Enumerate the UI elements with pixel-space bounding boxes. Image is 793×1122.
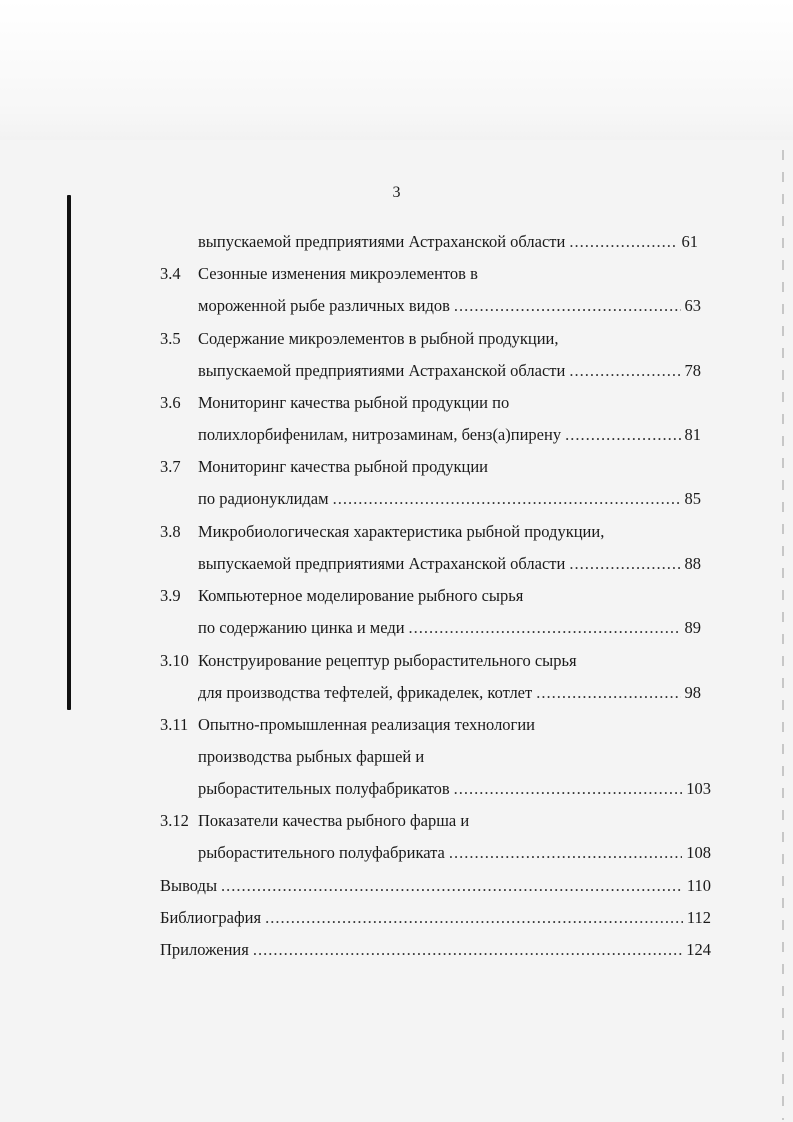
leader-dots <box>333 489 681 509</box>
toc-entry-bibliography <box>160 908 711 928</box>
toc-entry-title: Компьютерное моделирование рыбного сырья <box>198 586 524 605</box>
toc-section-number: 3.8 <box>160 522 181 541</box>
toc-page-number: 85 <box>684 489 701 508</box>
toc-section-number: 3.9 <box>160 586 181 605</box>
toc-entry-title: Содержание микроэлементов в рыбной продукции, <box>198 329 559 348</box>
toc-entry-3-8 <box>198 554 701 574</box>
toc-section-number: 3.11 <box>160 715 189 734</box>
leader-dots <box>253 940 682 960</box>
toc-entry-text: Библиография <box>160 908 262 927</box>
leader-dots <box>265 908 683 928</box>
toc-entry-title: Опытно-промышленная реализация технологии <box>198 715 535 734</box>
toc-entry-title: Мониторинг качества рыбной продукции <box>198 457 489 476</box>
toc-entry-3-7 <box>198 489 701 509</box>
leader-dots <box>221 876 683 896</box>
toc-entry-title: Мониторинг качества рыбной продукции по <box>198 393 510 412</box>
toc-entry-title: Показатели качества рыбного фарша и <box>198 811 470 830</box>
toc-page-number: 78 <box>684 361 701 380</box>
leader-dots <box>569 232 677 252</box>
toc-entry-text: Выводы <box>160 876 218 895</box>
toc-page-number: 81 <box>684 425 701 444</box>
toc-entry-title: Сезонные изменения микроэлементов в <box>198 264 478 283</box>
toc-entry-text: выпускаемой предприятиями Астраханской области <box>198 232 566 251</box>
toc-entry-title: Микробиологическая характеристика рыбной продукции, <box>198 522 605 541</box>
toc-page-number: 89 <box>684 618 701 637</box>
toc-entry-3-11 <box>198 779 711 799</box>
toc-page-number: 88 <box>684 554 701 573</box>
leader-dots <box>454 779 683 799</box>
toc-entry-text: Приложения <box>160 940 249 959</box>
toc-entry-text: рыборастительного полуфабриката <box>198 843 445 862</box>
toc-page-number: 108 <box>686 843 711 862</box>
toc-entry-3-10 <box>198 683 701 703</box>
toc-entry-text: полихлорбифенилам, нитрозаминам, бенз(а)пирену <box>198 425 562 444</box>
leader-dots <box>454 296 681 316</box>
page-number: 3 <box>392 184 401 201</box>
toc-entry-title-line-2: производства рыбных фаршей и <box>198 747 425 766</box>
scan-left-edge-mark <box>67 195 71 710</box>
toc-page-number: 61 <box>681 232 698 251</box>
toc-page-number: 112 <box>686 908 711 927</box>
toc-section-number: 3.12 <box>160 811 189 830</box>
toc-section-number: 3.4 <box>160 264 181 283</box>
toc-entry-text: рыборастительных полуфабрикатов <box>198 779 450 798</box>
toc-entry-text: для производства тефтелей, фрикаделек, котлет <box>198 683 533 702</box>
toc-page-number: 98 <box>684 683 701 702</box>
leader-dots <box>409 618 681 638</box>
toc-entry-text: по содержанию цинка и меди <box>198 618 405 637</box>
toc-entry-3-9 <box>198 618 701 638</box>
toc-entry-appendices <box>160 940 711 960</box>
scan-right-edge-mark <box>782 150 784 1120</box>
toc-page-number: 103 <box>686 779 711 798</box>
toc-entry-3-5 <box>198 361 701 381</box>
toc-entry-continued <box>198 232 698 252</box>
toc-page-number: 63 <box>684 296 701 315</box>
toc-page-number: 124 <box>686 940 711 959</box>
toc-entry-text: по радионуклидам <box>198 489 329 508</box>
toc-entry-3-12 <box>198 843 711 863</box>
toc-entry-text: выпускаемой предприятиями Астраханской области <box>198 554 566 573</box>
toc-entry-3-4 <box>198 296 701 316</box>
leader-dots <box>569 361 680 381</box>
toc-section-number: 3.10 <box>160 651 189 670</box>
toc-section-number: 3.5 <box>160 329 181 348</box>
leader-dots <box>449 843 682 863</box>
toc-entry-conclusions <box>160 876 711 896</box>
toc-entry-3-6 <box>198 425 701 445</box>
toc-section-number: 3.7 <box>160 457 181 476</box>
leader-dots <box>569 554 680 574</box>
toc-entry-text: мороженной рыбе различных видов <box>198 296 450 315</box>
leader-dots <box>565 425 680 445</box>
toc-entry-title: Конструирование рецептур рыборастительного сырья <box>198 651 577 670</box>
scan-background-top <box>0 0 793 140</box>
toc-section-number: 3.6 <box>160 393 181 412</box>
leader-dots <box>536 683 680 703</box>
toc-entry-text: выпускаемой предприятиями Астраханской области <box>198 361 566 380</box>
toc-page-number: 110 <box>686 876 711 895</box>
